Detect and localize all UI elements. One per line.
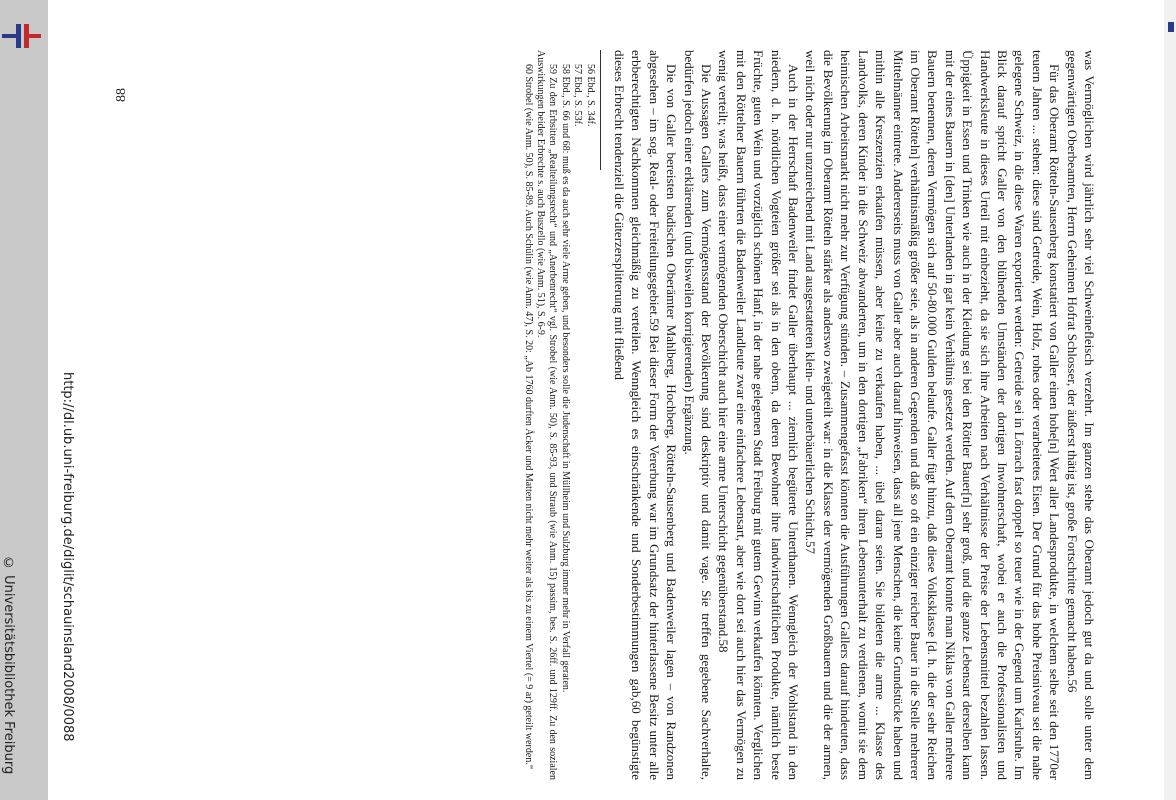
page-edge xyxy=(1164,0,1176,800)
paragraph: Die von Galler bereisten badischen Oberämter Mahlberg, Hochberg, Rötteln-Sausenberg und Badenweiler lagen – von Randzonen abgesehen – im sog. Real- oder Freiteilungsgebiet.59 Bei dieser Form der Vererbung war im Grundsatz der hinterlassene Besitz unter alle erbberechtigten Nachkommen gleichmäßig zu verteilen. Wenngleich es einschränkende und Sonderbestimmungen gab,60 begünstigte dieses Erbrecht tendenziell die Güterzersplitterung mit fließend xyxy=(612,50,680,780)
page-number: 88 xyxy=(114,88,129,102)
page-text-block xyxy=(338,50,1098,790)
footnote: 56 Ebd., S. 34f. xyxy=(584,64,596,127)
library-logo-icon xyxy=(2,24,42,48)
footnote: 60 Strobel (wie Anm. 50), S. 85-89. Auch Schülin (wie Anm. 47), S. 20: „Ab 1760 durften Äcker und Matten nicht mehr weiter als bis zu einem Viertel (= 9 ar) geteilt werden.“ xyxy=(522,64,534,770)
rotated-text-content xyxy=(338,50,1098,780)
footnote: 58 Ebd., S. 66 und 68: muß es da auch sehr viele Arme geben, und besonders solle die Judenschaft in Müllheim und Sulzburg immer mehr in Verfall geraten. xyxy=(559,64,571,693)
footnote: 57 Ebd., S. 53f. xyxy=(572,64,584,127)
footnote-rule xyxy=(600,50,601,170)
paragraph: Für das Oberamt Rötteln-Sausenberg konstatiert von Galler einen hohe[n] Wert aller Landesprodukte, in welchem selbe seit den 1770er teuern Jahren ... stehen: diese sind Getreide, Wein, Holz, rohes oder verarbeitetes Eisen. Der Grund für das hohe Preisniveau sei die nahe gelegene Schweiz, in die diese Waren exportiert werden: Getreide sei in Lörrach fast doppelt so teuer wie in der Gegend um Karlsruhe. Im Blick darauf spricht Galler von den blühenden Umständen der dortigen Inwohnerschaft, wobei er auch die Professionalisten und Handwerksleute in dieses Urteil mit einbezieht, da sie sich ihre Arbeiten nach Verhältnisse der Preise der Lebensmittel bezahlen lassen. Üppigkeit in Essen und Trinken wie auch in der Kleidung sei bei den Röttler Bauer[n] sehr groß, und die ganze Lebensart derselben kann mit der eines Bauern in [den] Unterlanden in gar kein Verhältnis gesetzet werden. Auf dem Oberamt konnte man Niklas von Galler mehrere Bauern benennen, deren Vermögen sich auf 50-80.000 Gulden belaufe. Galler fügt hinzu, daß diese Volksklasse [d. h. die der sehr Reichen im Oberamt Rötteln] verhältnismäßig größer seie, als in anderen Gegenden und daß so oft ein einziger reicher Bauer in die Stelle mehrerer Mittelmänner eintrete. Andererseits muss von Galler aber auch darauf hinweisen, dass all jene Menschen, die keine Grundstücke haben und mithin alle Kreszenzien erkaufen müssen, aber keine zu verkaufen haben, ... übel daran seien. Sie bildeten die arme ... Klasse des Landvolks, deren Kinder in die Schweiz abwanderten, um in den dortigen „Fabriken“ ihren Lebensunterhalt zu verdienen, womit sie dem heimischen Arbeitsmarkt nicht mehr zur Verfügung stünden. – Zusammengefasst könnten die Ausführungen Gallers darauf hindeuten, dass die Bevölkerung im Oberamt Rötteln stärker als anderswo zweigeteilt war: in die Klasse der vermögenden Großbauern und die der armen, weil nicht oder nur unzureichend mit Land ausgestatteten klein- und unterbäuerlichen Schicht.57 xyxy=(803,50,1063,780)
scanned-page xyxy=(48,0,1176,800)
source-url[interactable]: http://dl.ub.uni-freiburg.de/diglit/schauinsland2008/0088 xyxy=(60,372,75,742)
paragraph: Die Aussagen Gallers zum Vermögensstand der Bevölkerung sind deskriptiv und damit vage. Sie treffen gegebene Sachverhalte, bedürfen jedoch einer erklärenden (und bisweilen korrigierenden) Ergänzung. xyxy=(681,50,715,780)
paragraph: was Vermöglichen wird jährlich sehr viel Schweinefleisch verzehrt. Im ganzen stehe das Oberamt jedoch gut da und solle unter dem gegenwärtigen Oberbeamten, Herrn Geheimen Hofrat Schlosser, der äußerst thätig ist, große Fortschritte gemacht haben.56 xyxy=(1064,50,1097,780)
copyright-notice: © Universitätsbibliothek Freiburg xyxy=(1,556,16,775)
paragraph: Auch in der Herrschaft Badenweiler findet Galler überhaupt ... ziemlich begüterte Unterthanen. Wenngleich der Wohlstand in den niedern, d. h. nördlichen Vogteien größer sei als in den obern, da deren Bewohner ihre landwirtschaftlichen Produkte, nämlich beste Früchte, guten Wein und vorzüglich schönen Hanf, in der nahe gelegenen Stadt Freiburg mit gutem Gewinn verkaufen könnten. Verglichen mit den Röttelner Bauern führten die Badenweiler Landleute zwar eine einfachere Lebensart, aber wie dort sei auch hier das Vermögen zu wenig verteilt; was heißt, dass einer vermögenden Oberschicht auch hier eine arme Unterschicht gegenüberstand.58 xyxy=(716,50,802,780)
edge-marker xyxy=(1168,22,1174,32)
footnote: 59 Zu den Erbsitten „Realteilungsrecht“ und „Anerbenrecht“ vgl. Strobel (wie Anm. 50), S. 85-93, und Straub (wie Anm. 15) passim, bes. S. 26ff. und 129ff. Zu den sozialen Auswirkungen beider Erbrechte s. auch Buszello (wie Anm. 51), S. 6-9. xyxy=(535,50,559,780)
